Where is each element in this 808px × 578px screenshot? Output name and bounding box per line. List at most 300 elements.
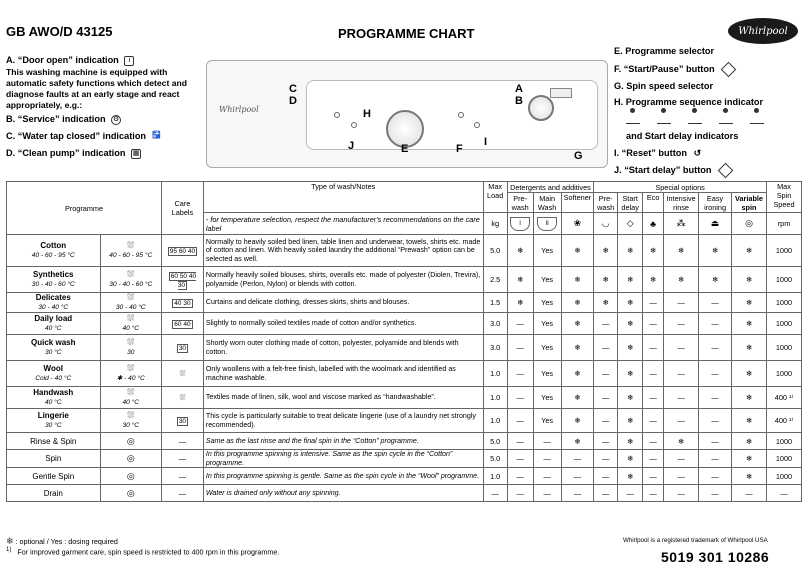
cell-main: —	[533, 450, 561, 468]
cell-main: Yes	[533, 361, 561, 387]
cell-load: 1.5	[483, 293, 507, 313]
cell-spin: 1000	[766, 433, 801, 450]
cell-pre: —	[507, 433, 533, 450]
cell-spre: —	[594, 361, 618, 387]
programme-name: Delicates	[35, 293, 71, 302]
cell-soft: ❄	[561, 409, 594, 433]
cell-load: 1.0	[483, 387, 507, 409]
cell-pre: ❄	[507, 267, 533, 293]
programme-notes: Curtains and delicate clothing, dresses skirts, shirts and blouses.	[203, 293, 483, 313]
cell-spin: 1000	[766, 293, 801, 313]
table-row	[7, 293, 802, 313]
legend-star-icon: ❄	[6, 536, 14, 546]
cell-pre: —	[507, 409, 533, 433]
control-f	[614, 64, 734, 75]
programme-notes: Slightly to normally soiled textiles made of cotton and/or synthetics.	[203, 313, 483, 335]
cell-pre: ❄	[507, 235, 533, 267]
cell-spin: 1000	[766, 335, 801, 361]
col-type: Type of wash/Notes	[203, 182, 483, 213]
service-icon: ⚙	[112, 115, 120, 123]
eco-col-icon: ♣	[643, 213, 664, 235]
panel-label-j: J	[348, 140, 355, 152]
care-symbol-cell	[100, 293, 162, 313]
programme-name: Gentle Spin	[32, 471, 75, 481]
cell-spre: ❄	[594, 235, 618, 267]
care-labels-cell: —	[162, 450, 204, 468]
programme-notes: In this programme spinning is gentle. Same as the spin cycle in the “Wool” programme.	[203, 468, 483, 485]
cell-main: Yes	[533, 267, 561, 293]
cell-eco: —	[643, 361, 664, 387]
programme-temp: 30 - 40 - 60 °C	[31, 281, 75, 288]
cell-soft: ❄	[561, 313, 594, 335]
table-row	[7, 313, 802, 335]
programme-name: Wool	[43, 364, 63, 373]
panel-label-e: E	[401, 143, 409, 155]
page-title: PROGRAMME CHART	[338, 26, 475, 41]
wash-tub-icon: ⛆	[127, 240, 135, 250]
programme-name: Cotton	[40, 241, 67, 250]
programme-notes: Only woollens with a felt-free finish, labelled with the woolmark and identified as machine washable.	[203, 361, 483, 387]
panel-logo: Whirlpool	[219, 105, 259, 114]
col-softener: Softener	[561, 193, 594, 213]
cell-main: Yes	[533, 235, 561, 267]
programme-name-cell	[7, 468, 101, 485]
care-symbol-cell	[100, 433, 162, 450]
panel-label-h: H	[363, 108, 371, 120]
wash-tub-icon: ◎	[126, 487, 135, 498]
care-symbol-cell	[100, 485, 162, 502]
cell-delay: ❄	[618, 387, 643, 409]
cell-load: 5.0	[483, 450, 507, 468]
col-variable	[732, 193, 767, 213]
cell-easy: ❄	[699, 267, 732, 293]
control-i-label: I. “Reset” button	[614, 148, 687, 158]
cell-soft: ❄	[561, 293, 594, 313]
col-programme: Programme	[7, 182, 162, 235]
care-labels-cell	[162, 235, 204, 267]
cell-delay: ❄	[618, 433, 643, 450]
care-labels-cell	[162, 293, 204, 313]
panel-label-f: F	[456, 143, 463, 155]
cell-spin: —	[766, 485, 801, 502]
care-label-values: 60 40	[174, 321, 191, 328]
care-temp: 40 °C	[122, 325, 140, 332]
cell-eco: —	[643, 293, 664, 313]
col-care: Care Labels	[162, 182, 204, 235]
cell-soft: ❄	[561, 387, 594, 409]
cell-eco: —	[643, 387, 664, 409]
spin-selector-knob	[528, 95, 554, 121]
indicator-description: This washing machine is equipped with automatic safety functions which detect and diagnose faults at an early stage and react appropriately, e.g.:	[6, 67, 187, 110]
care-temp: ✱ - 40 °C	[116, 375, 145, 382]
care-temp: 40 - 60 - 95 °C	[109, 252, 153, 259]
start-pause-button-dot	[458, 112, 464, 118]
programme-table	[6, 181, 802, 502]
programme-name: Quick wash	[31, 338, 76, 347]
cell-spin: 400 ¹⁾	[766, 409, 801, 433]
cell-pre: —	[507, 361, 533, 387]
cell-intens: —	[664, 293, 699, 313]
control-h: H. Programme sequence indicator	[614, 97, 764, 107]
wash-tub-icon: ◎	[126, 435, 135, 446]
col-detergents: Detergents and additives	[507, 182, 594, 193]
care-symbol-cell	[100, 235, 162, 267]
cell-main: Yes	[533, 335, 561, 361]
col-start-delay: Start delay	[618, 193, 643, 213]
table-row	[7, 450, 802, 468]
programme-name: Daily load	[34, 314, 73, 323]
care-symbol-cell	[100, 450, 162, 468]
cell-soft: ❄	[561, 335, 594, 361]
cell-soft: ❄	[561, 235, 594, 267]
wash-tub-icon: ⛆	[127, 363, 135, 373]
care-temp: 30 - 40 - 60 °C	[109, 281, 153, 288]
cell-intens: —	[664, 409, 699, 433]
wash-tub-icon: ⛆	[127, 410, 135, 420]
control-j-label: J. “Start delay” button	[614, 165, 712, 175]
cell-var: ❄	[732, 235, 767, 267]
cell-delay: ❄	[618, 267, 643, 293]
start-pause-icon	[721, 62, 737, 78]
care-symbol-cell	[100, 267, 162, 293]
footnote-text: For improved garment care, spin speed is restricted to 400 rpm in this programme.	[17, 547, 280, 557]
cell-easy: —	[699, 433, 732, 450]
cell-easy: —	[699, 485, 732, 502]
programme-name-cell	[7, 235, 101, 267]
cell-var: ❄	[732, 450, 767, 468]
cell-main: Yes	[533, 387, 561, 409]
cell-easy: —	[699, 468, 732, 485]
indicator-a	[6, 55, 134, 67]
cell-spre: —	[594, 450, 618, 468]
col-variable-label: Variable spin	[735, 193, 763, 212]
cell-easy: —	[699, 313, 732, 335]
cell-soft: —	[561, 450, 594, 468]
cell-easy: —	[699, 409, 732, 433]
programme-name: Synthetics	[33, 270, 74, 279]
variable-col-icon: ◎	[732, 213, 767, 235]
cell-intens: —	[664, 450, 699, 468]
cell-main: —	[533, 485, 561, 502]
cell-pre: —	[507, 387, 533, 409]
cell-easy: —	[699, 335, 732, 361]
cell-spre: —	[594, 485, 618, 502]
wash-tub-icon: ◎	[126, 453, 135, 464]
intensive-col-icon: ⁂	[664, 213, 699, 235]
wash-tub-icon: ⛆	[127, 387, 135, 397]
cell-delay: ❄	[618, 313, 643, 335]
col-easy: Easy ironing	[699, 193, 732, 213]
cell-load: 3.0	[483, 335, 507, 361]
col-max-spin: Max Spin Speed	[766, 182, 801, 213]
programme-name-cell	[7, 485, 101, 502]
cell-spre: —	[594, 433, 618, 450]
sp-prewash-col-icon: ◡	[594, 213, 618, 235]
care-label-values: 30	[178, 418, 187, 425]
table-row	[7, 485, 802, 502]
wash-seq-icon	[657, 112, 671, 124]
water-tap-icon: 🚰	[152, 131, 161, 139]
care-labels-cell	[162, 409, 204, 433]
cell-main: —	[533, 468, 561, 485]
indicator-a-label: A. “Door open” indication	[6, 55, 119, 65]
cell-soft: —	[561, 485, 594, 502]
cell-intens: —	[664, 361, 699, 387]
programme-notes: Water is drained only without any spinning.	[203, 485, 483, 502]
cell-eco: ❄	[643, 235, 664, 267]
indicator-b	[6, 114, 121, 126]
door-lock-icon: i	[124, 56, 134, 66]
programme-name-cell	[7, 313, 101, 335]
programme-temp: 40 - 60 - 95 °C	[31, 252, 75, 259]
cell-intens: ❄	[664, 267, 699, 293]
cell-pre: ❄	[507, 293, 533, 313]
brand-logo: Whirlpool	[728, 18, 798, 44]
cell-spre: —	[594, 313, 618, 335]
indicator-d	[6, 148, 141, 160]
cell-pre: —	[507, 335, 533, 361]
programme-name: Drain	[43, 488, 63, 498]
cell-easy: —	[699, 450, 732, 468]
start-delay-col-icon: ◇	[618, 213, 643, 235]
care-labels-cell	[162, 361, 204, 387]
cell-spin: 1000	[766, 450, 801, 468]
rinse-seq-icon	[688, 112, 702, 124]
cell-delay: ❄	[618, 335, 643, 361]
legend-text: optional / Yes : dosing required	[19, 537, 118, 546]
cell-var: ❄	[732, 335, 767, 361]
cell-load: 2.5	[483, 267, 507, 293]
cell-delay: ❄	[618, 450, 643, 468]
cell-delay: ❄	[618, 235, 643, 267]
programme-name-cell	[7, 433, 101, 450]
cell-soft: ❄	[561, 433, 594, 450]
programme-name-cell	[7, 361, 101, 387]
care-label-values: 40 30	[174, 300, 191, 307]
col-sp-prewash: Pre-wash	[594, 193, 618, 213]
indicator-dot	[474, 122, 480, 128]
reset-icon: ↺	[693, 148, 702, 158]
care-labels-cell: —	[162, 468, 204, 485]
cell-spin: 1000	[766, 267, 801, 293]
col-max-load: Max Load	[483, 182, 507, 213]
cell-eco: —	[643, 468, 664, 485]
cell-intens: —	[664, 485, 699, 502]
cell-pre: —	[507, 468, 533, 485]
care-symbol-cell	[100, 468, 162, 485]
programme-name: Rinse & Spin	[30, 436, 77, 446]
cell-load: 3.0	[483, 313, 507, 335]
spin-seq-icon	[719, 112, 733, 124]
programme-temp: 30 - 40 °C	[38, 304, 69, 311]
pump-icon: ▦	[132, 149, 140, 157]
programme-name-cell	[7, 409, 101, 433]
panel-label-d: D	[289, 95, 297, 107]
cell-var: ❄	[732, 361, 767, 387]
cell-load: 5.0	[483, 235, 507, 267]
programme-temp: 40 °C	[44, 325, 62, 332]
footer-notes: ❄ : optional / Yes : dosing required $^{1)}$ For improved garment care, spin speed is restricted to 400 rpm in this programme.	[6, 536, 280, 557]
care-label-icon: ⛆	[179, 392, 186, 402]
cell-var: ❄	[732, 267, 767, 293]
col-max-load-unit: kg	[483, 213, 507, 235]
care-symbol-cell	[100, 387, 162, 409]
cell-delay: ❄	[618, 293, 643, 313]
cell-intens: —	[664, 387, 699, 409]
prewash-seq-icon	[626, 112, 640, 124]
indicator-b-label: B. “Service” indication	[6, 114, 106, 124]
cell-spin: 1000	[766, 235, 801, 267]
programme-notes: Same as the last rinse and the final spin in the “Cotton” programme.	[203, 433, 483, 450]
cell-var: ❄	[732, 409, 767, 433]
cell-eco: —	[643, 313, 664, 335]
cell-delay: ❄	[618, 468, 643, 485]
table-row	[7, 361, 802, 387]
cell-intens: ❄	[664, 433, 699, 450]
panel-label-c: C	[289, 83, 297, 95]
cell-soft: —	[561, 468, 594, 485]
care-labels-cell: —	[162, 485, 204, 502]
table-row	[7, 409, 802, 433]
cell-spre: —	[594, 468, 618, 485]
care-temp: 30 °C	[122, 422, 140, 429]
programme-name-cell	[7, 293, 101, 313]
indicator-c	[6, 131, 162, 143]
cell-delay: ❄	[618, 409, 643, 433]
col-eco: Eco	[643, 193, 664, 213]
easy-col-icon: ⏏	[699, 213, 732, 235]
cell-main: Yes	[533, 293, 561, 313]
cell-intens: ❄	[664, 235, 699, 267]
programme-temp: Cold - 40 °C	[35, 375, 72, 382]
cell-var: ❄	[732, 313, 767, 335]
programme-notes: In this programme spinning is intensive. Same as the spin cycle in the “Cotton” programme.	[203, 450, 483, 468]
care-label-values: 60 50 40 30	[170, 272, 197, 289]
control-h2: and Start delay indicators	[626, 131, 739, 141]
document-number: 5019 301 10286	[661, 549, 770, 565]
programme-name: Handwash	[33, 388, 74, 397]
indicator-d-label: D. “Clean pump” indication	[6, 148, 126, 158]
cell-spin: 1000	[766, 361, 801, 387]
care-labels-cell	[162, 335, 204, 361]
control-g: G. Spin speed selector	[614, 81, 714, 91]
cell-spin: 1000	[766, 313, 801, 335]
end-seq-icon	[750, 112, 764, 124]
cell-eco: ❄	[643, 267, 664, 293]
model-title: GB AWO/D 43125	[6, 24, 113, 39]
cell-var: —	[732, 485, 767, 502]
cell-intens: —	[664, 313, 699, 335]
cell-pre: —	[507, 313, 533, 335]
table-row	[7, 267, 802, 293]
display-window	[550, 88, 572, 98]
care-labels-cell	[162, 387, 204, 409]
care-label-icon: ⛆	[179, 368, 186, 378]
col-special: Special options	[594, 182, 767, 193]
cell-load: 1.0	[483, 409, 507, 433]
care-temp: 30	[127, 349, 135, 356]
programme-name-cell	[7, 450, 101, 468]
cell-easy: —	[699, 361, 732, 387]
prewash-col-icon: I	[507, 213, 533, 235]
cell-delay: —	[618, 485, 643, 502]
programme-name: Spin	[45, 454, 62, 464]
cell-main: Yes	[533, 313, 561, 335]
cell-spin: 400 ¹⁾	[766, 387, 801, 409]
care-temp: 30 - 40 °C	[115, 304, 146, 311]
cell-pre: —	[507, 450, 533, 468]
cell-var: ❄	[732, 387, 767, 409]
panel-label-b: B	[515, 95, 523, 107]
care-labels-cell: —	[162, 433, 204, 450]
table-row	[7, 235, 802, 267]
reset-button-dot	[351, 122, 357, 128]
cell-var: ❄	[732, 468, 767, 485]
programme-name-cell	[7, 335, 101, 361]
panel-label-i: I	[484, 136, 488, 148]
wash-tub-icon: ⛆	[127, 292, 135, 302]
panel-label-g: G	[574, 150, 583, 162]
wash-tub-icon: ⛆	[127, 313, 135, 323]
cell-soft: ❄	[561, 361, 594, 387]
wash-tub-icon: ⛆	[127, 269, 135, 279]
control-i	[614, 148, 701, 159]
care-symbol-cell	[100, 361, 162, 387]
mainwash-col-icon: II	[533, 213, 561, 235]
programme-notes: Normally to heavily soiled bed linen, table linen and underwear, towels, shirts etc. made of cotton and linen. With heavily soiled laundry the additional “Prewash” option can be selected as well.	[203, 235, 483, 267]
cell-spre: —	[594, 409, 618, 433]
programme-notes: Shortly worn outer clothing made of cotton, polyester, polyamide and blends with cotton.	[203, 335, 483, 361]
cell-eco: —	[643, 450, 664, 468]
col-prewash: Pre-wash	[507, 193, 533, 213]
programme-name: Lingerie	[37, 411, 69, 420]
cell-var: ❄	[732, 433, 767, 450]
programme-temp: 40 °C	[44, 399, 62, 406]
care-label-values: 95 60 40	[169, 248, 196, 255]
control-f-label: F. “Start/Pause” button	[614, 64, 715, 74]
indicator-c-label: C. “Water tap closed” indication	[6, 131, 147, 141]
cell-eco: —	[643, 485, 664, 502]
col-type-note: - for temperature selection, respect the manufacturer's recommendations on the care label	[203, 213, 483, 235]
cell-delay: ❄	[618, 361, 643, 387]
care-labels-cell	[162, 267, 204, 293]
cell-easy: ❄	[699, 235, 732, 267]
programme-notes: Normally heavily soiled blouses, shirts, overalls etc. made of polyester (Diolen, Trevira), polyamide (Perlon, Nylon) or blends with cotton.	[203, 267, 483, 293]
trademark: Whirlpool is a registered trademark of Whirlpool USA	[623, 537, 768, 544]
wash-tub-icon: ⛆	[127, 337, 135, 347]
panel-label-a: A	[515, 83, 523, 95]
programme-name-cell	[7, 267, 101, 293]
programme-notes: This cycle is particularly suitable to treat delicate lingerie (use of a laundry net strongly recommended).	[203, 409, 483, 433]
cell-var: ❄	[732, 293, 767, 313]
cell-easy: —	[699, 293, 732, 313]
cell-spin: 1000	[766, 468, 801, 485]
cell-eco: —	[643, 335, 664, 361]
cell-eco: —	[643, 409, 664, 433]
programme-temp: 30 °C	[44, 349, 62, 356]
cell-intens: —	[664, 468, 699, 485]
cell-spre: —	[594, 387, 618, 409]
care-temp: 40 °C	[122, 399, 140, 406]
col-rpm: rpm	[766, 213, 801, 235]
cell-pre: —	[507, 485, 533, 502]
programme-temp: 30 °C	[44, 422, 62, 429]
cell-soft: ❄	[561, 267, 594, 293]
programme-notes: Textiles made of linen, silk, wool and viscose marked as “handwashable”.	[203, 387, 483, 409]
care-label-values: 30	[178, 345, 187, 352]
cell-eco: —	[643, 433, 664, 450]
start-delay-button-dot	[334, 112, 340, 118]
